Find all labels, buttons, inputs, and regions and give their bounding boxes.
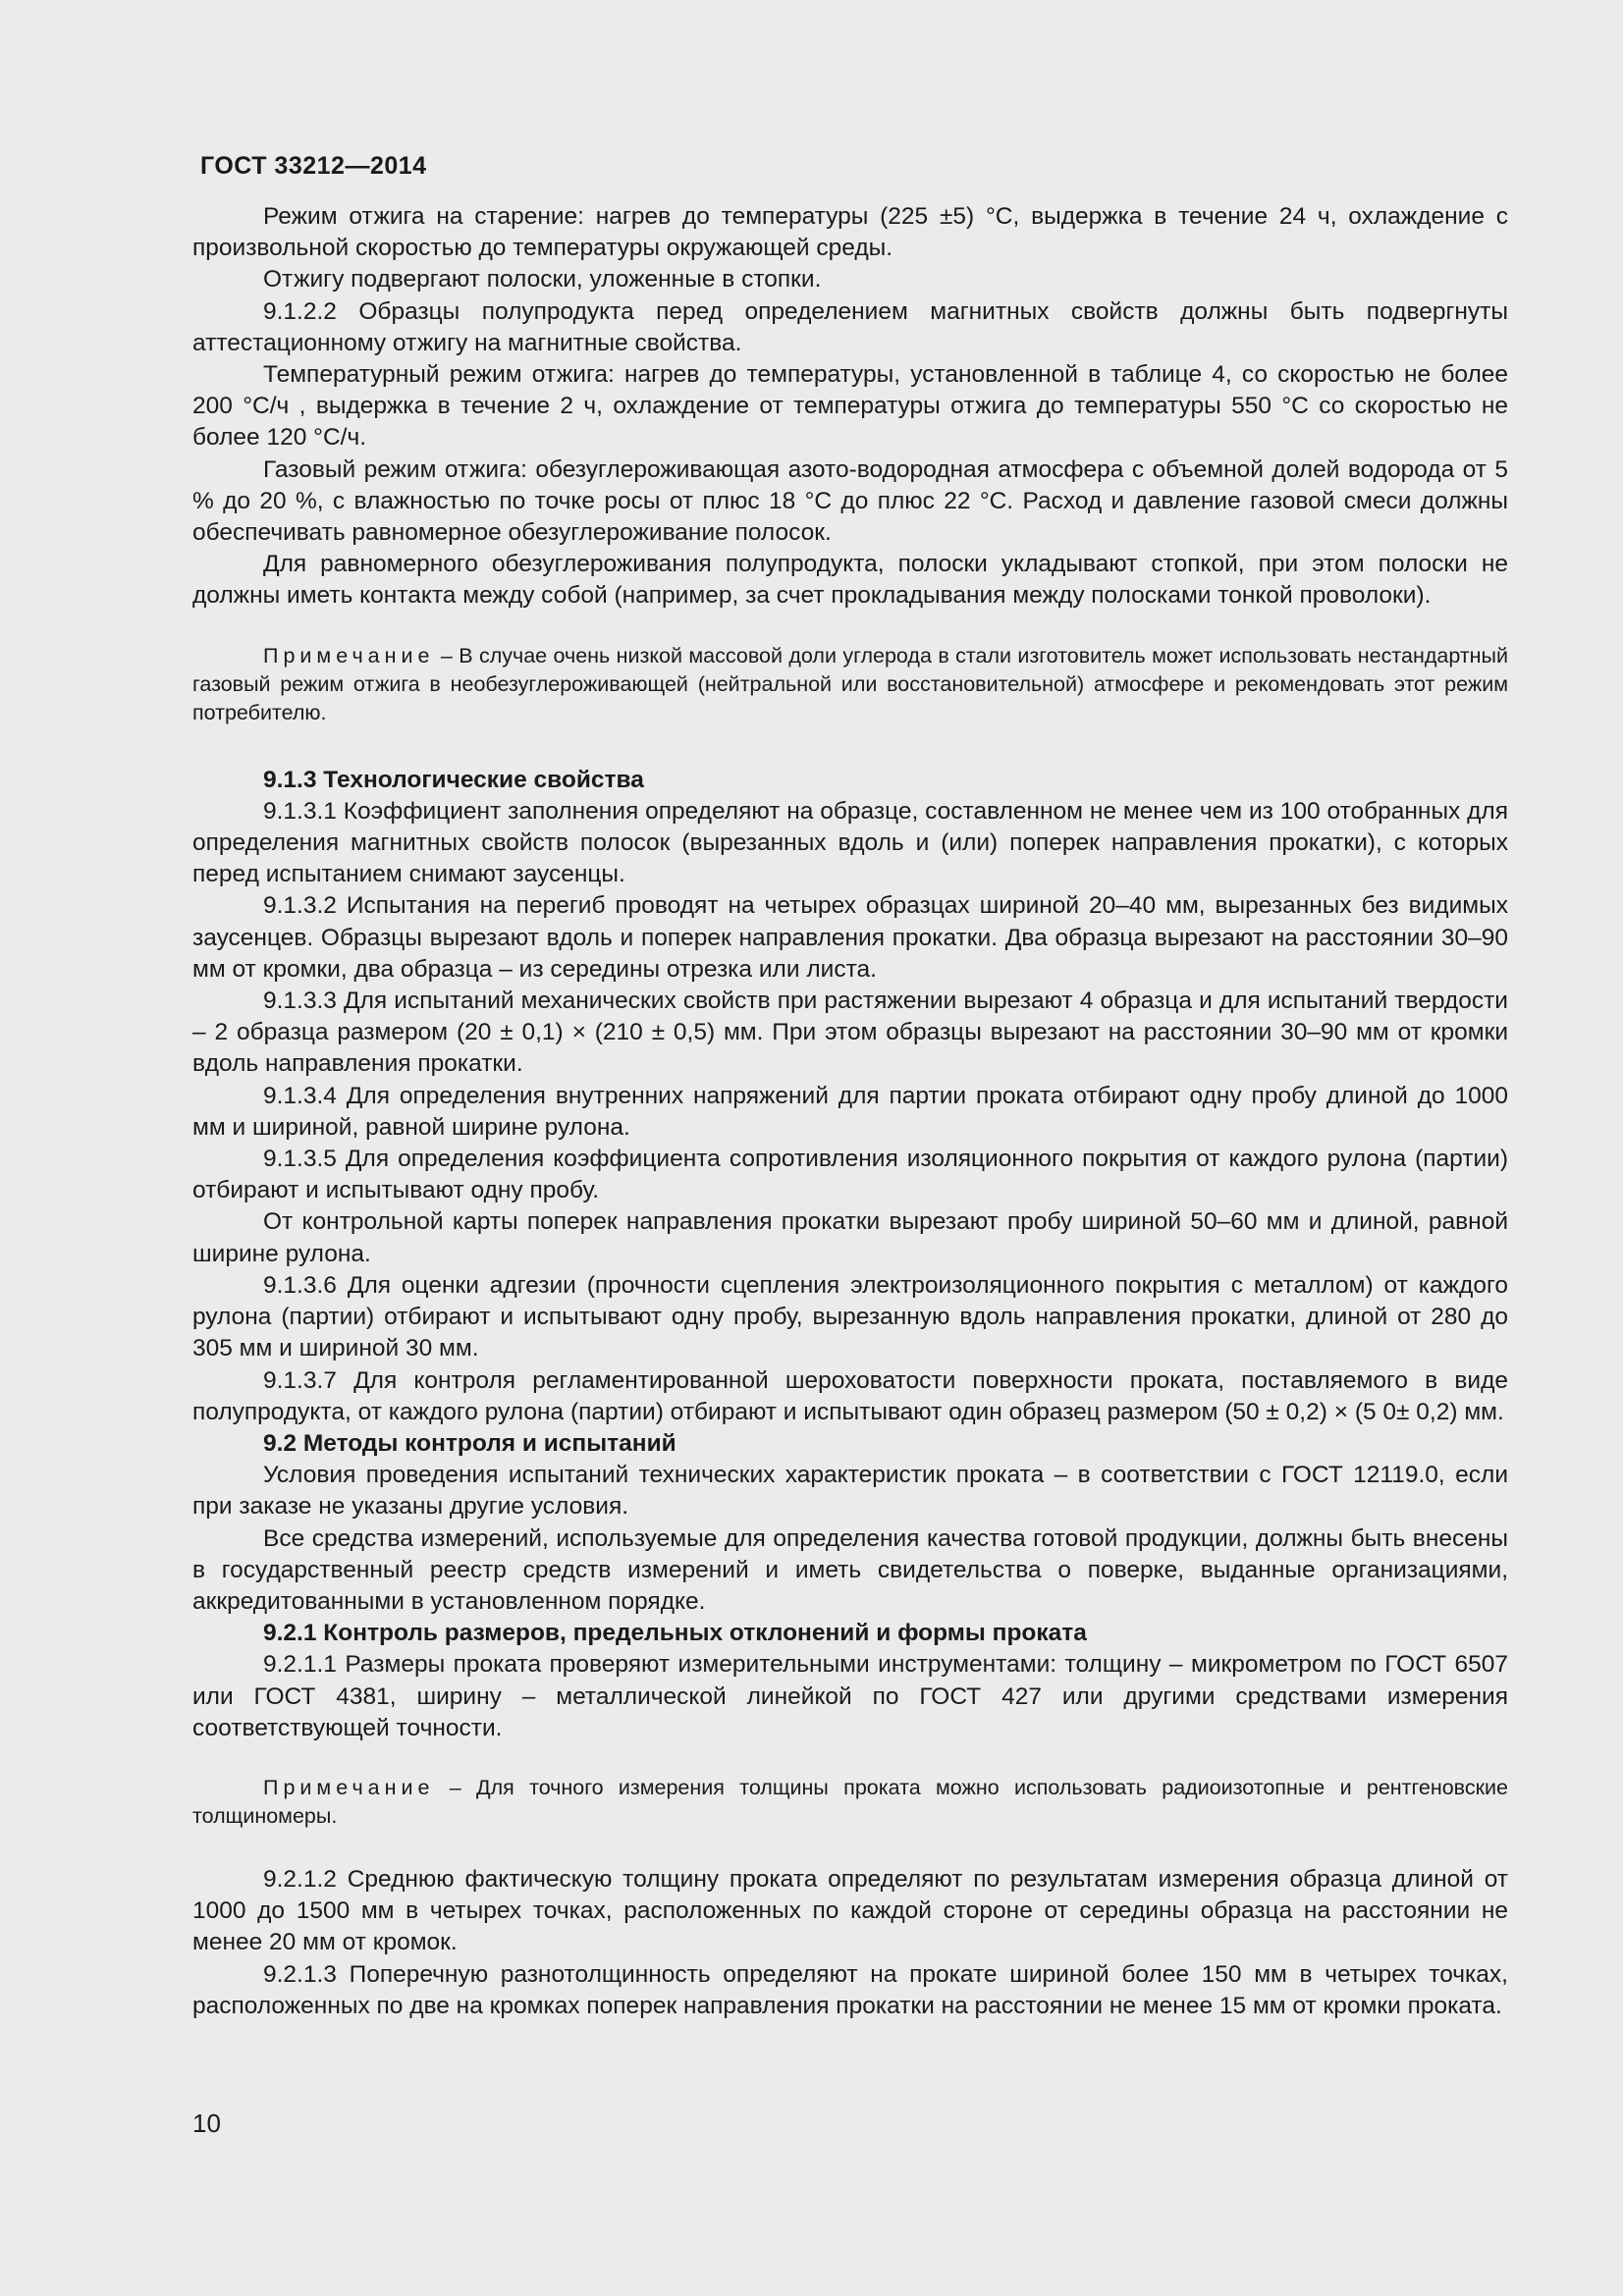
paragraph-9-1-3-2: 9.1.3.2 Испытания на перегиб проводят на четырех образцах шириной 20–40 мм, вырезанных без видимых заусенцев. Образцы вырезают вдоль и поперек направления прокатки. Два образца вырезают на расстоянии 30–90 мм от кромки, два образца – из середины отрезка или листа. — [192, 892, 1508, 983]
note-2 — [192, 1774, 1508, 1831]
paragraph-9-1-3-5: 9.1.3.5 Для определения коэффициента сопротивления изоляционного покрытия от каждого рулона (партии) отбирают и испытывают одну пробу. — [192, 1146, 1508, 1204]
document-header: ГОСТ 33212—2014 — [200, 152, 427, 180]
paragraph-aging-anneal: Режим отжига на старение: нагрев до температуры (225 ±5) °С, выдержка в течение 24 ч, охлаждение с произвольной скоростью до температуры окружающей среды. — [192, 203, 1508, 262]
heading-9-1-3: 9.1.3 Технологические свойства — [263, 766, 644, 793]
paragraph-temperature-mode: Температурный режим отжига: нагрев до температуры, установленной в таблице 4, со скоростью не более 200 °С/ч , выдержка в течение 2 ч, охлаждение от температуры отжига до температуры 550 °С со скоростью не более 120 °С/ч. — [192, 361, 1508, 452]
paragraph-9-2-1-2: 9.2.1.2 Среднюю фактическую толщину проката определяют по результатам измерения образца длиной от 1000 до 1500 мм в четырех точках, расположенных по каждой стороне от середины образца на расстоянии не менее 20 мм от кромок. — [192, 1865, 1508, 1956]
paragraph-measuring-instruments: Все средства измерений, используемые для определения качества готовой продукции, должны быть внесены в государственный реестр средств измерений и иметь свидетельства о поверке, выданные организациями, аккредитованными в установленном порядке. — [192, 1524, 1508, 1615]
note-1-label: Примечание — [263, 643, 435, 667]
paragraph-9-2-1-3: 9.2.1.3 Поперечную разнотолщинность определяют на прокате шириной более 150 мм в четырех точках, расположенных по две на кромках поперек направления прокатки на расстоянии не менее 15 мм от кромки проката. — [192, 1960, 1508, 2019]
page-number: 10 — [192, 2109, 221, 2138]
paragraph-9-2-1-1: 9.2.1.1 Размеры проката проверяют измерительными инструментами: толщину – микрометром по ГОСТ 6507 или ГОСТ 4381, ширину – металлической линейкой по ГОСТ 427 или другими средствами измерения соответствующей точности. — [192, 1651, 1508, 1741]
paragraph-9-1-3-3: 9.1.3.3 Для испытаний механических свойств при растяжении вырезают 4 образца и для испытаний твердости – 2 образца размером (20 ± 0,1) × (210 ± 0,5) мм. При этом образцы вырезают на расстоянии 30–90 мм от кромки вдоль направления прокатки. — [192, 988, 1508, 1078]
paragraph-control-card: От контрольной карты поперек направления прокатки вырезают пробу шириной 50–60 мм и длиной, равной ширине рулона. — [192, 1208, 1508, 1267]
paragraph-9-1-3-4: 9.1.3.4 Для определения внутренних напряжений для партии проката отбирают одну пробу длиной до 1000 мм и шириной, равной ширине рулона. — [192, 1082, 1508, 1141]
heading-9-2: 9.2 Методы контроля и испытаний — [263, 1429, 676, 1457]
paragraph-uniform-decarburization: Для равномерного обезуглероживания полупродукта, полоски укладывают стопкой, при этом полоски не должны иметь контакта между собой (например, за счет прокладывания между полосками тонкой проволоки). — [192, 551, 1508, 610]
heading-9-2-1: 9.2.1 Контроль размеров, предельных отклонений и формы проката — [263, 1620, 1087, 1647]
note-1 — [192, 642, 1508, 727]
paragraph-9-1-3-7: 9.1.3.7 Для контроля регламентированной шероховатости поверхности проката, поставляемого в виде полупродукта, от каждого рулона (партии) отбирают и испытывают один образец размером (50 ± 0,2) × (5 0± 0,2) мм. — [192, 1366, 1508, 1425]
note-1-text: – В случае очень низкой массовой доли углерода в стали изготовитель может использовать нестандартный газовый режим отжига в необезуглероживающей (нейтральной или восстановительной) атмосфере и рекомендовать этот режим потребителю. — [192, 643, 1508, 724]
paragraph-test-conditions: Условия проведения испытаний технических характеристик проката – в соответствии с ГОСТ 12119.0, если при заказе не указаны другие условия. — [192, 1462, 1508, 1521]
paragraph-strips-stacks: Отжигу подвергают полоски, уложенные в стопки. — [263, 266, 822, 294]
document-body — [192, 201, 1508, 2022]
note-2-label: Примечание — [263, 1775, 435, 1799]
paragraph-9-1-3-1: 9.1.3.1 Коэффициент заполнения определяют на образце, составленном не менее чем из 100 отобранных для определения магнитных свойств полосок (вырезанных вдоль и (или) поперек направления прокатки), с которых перед испытанием снимают заусенцы. — [192, 797, 1508, 888]
paragraph-gas-mode: Газовый режим отжига: обезуглероживающая азото-водородная атмосфера с объемной долей водорода от 5 % до 20 %, с влажностью по точке росы от плюс 18 °С до плюс 22 °С. Расход и давление газовой смеси должны обеспечивать равномерное обезуглероживание полосок. — [192, 455, 1508, 547]
paragraph-9-1-3-6: 9.1.3.6 Для оценки адгезии (прочности сцепления электроизоляционного покрытия с металлом) от каждого рулона (партии) отбирают и испытывают одну пробу, вырезанную вдоль направления прокатки, длиной от 280 до 305 мм и шириной 30 мм. — [192, 1271, 1508, 1362]
note-2-text: – Для точного измерения толщины проката можно использовать радиоизотопные и рентгеновские толщиномеры. — [192, 1775, 1508, 1828]
paragraph-9-1-2-2: 9.1.2.2 Образцы полупродукта перед определением магнитных свойств должны быть подвергнуты аттестационному отжигу на магнитные свойства. — [192, 297, 1508, 356]
